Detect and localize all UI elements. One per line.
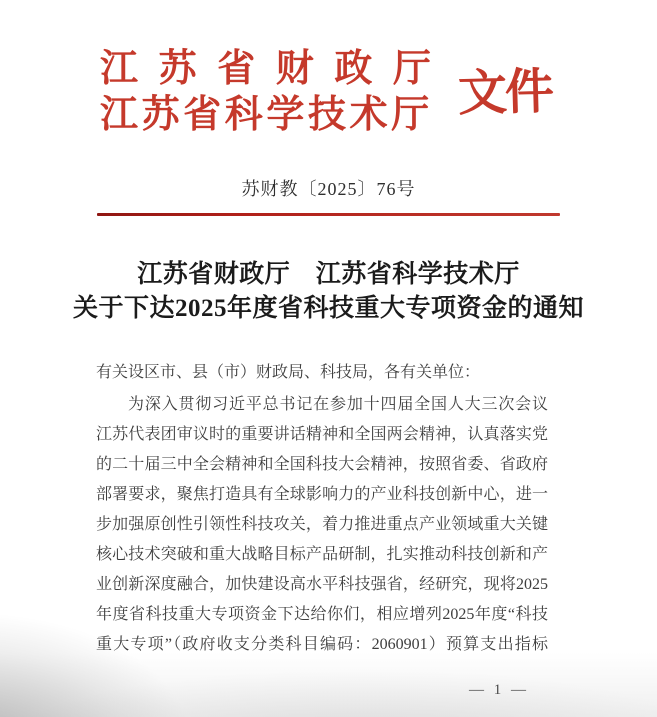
body-line: 年度省科技重大专项资金下达给你们，相应增列2025年度“科技 <box>96 606 548 623</box>
issuer-name-science-tech-dept: 江苏省科学技术厅 <box>100 94 433 136</box>
body-line: 核心技术突破和重大战略目标产品研制，扎实推动科技创新和产 <box>96 546 548 563</box>
body-line: 重大专项”（政府收支分类科目编码：2060901）预算支出指标 <box>96 636 548 653</box>
body-line: 的二十届三中全会精神和全国科技大会精神，按照省委、省政府 <box>96 456 548 473</box>
document-body <box>96 358 548 660</box>
issuer-names <box>100 46 452 138</box>
document-title-line1: 江苏省财政厅 江苏省科学技术厅 <box>137 261 520 288</box>
page-number: — 1 — <box>469 682 529 698</box>
document-title <box>0 258 657 326</box>
body-line: 江苏代表团审议时的重要讲话精神和全国两会精神，认真落实党 <box>96 426 548 443</box>
document-number: 苏财教〔2025〕76号 <box>241 179 416 199</box>
document-type-label: 文件 <box>457 63 553 121</box>
red-separator-line <box>97 213 560 216</box>
body-line: 部署要求，聚焦打造具有全球影响力的产业科技创新中心，进一 <box>96 486 548 503</box>
letterhead <box>100 46 552 138</box>
body-line: 步加强原创性引领性科技攻关，着力推进重点产业领域重大关键 <box>96 516 548 533</box>
recipients-line: 有关设区市、县（市）财政局、科技局，各有关单位： <box>96 364 481 381</box>
body-line: 为深入贯彻习近平总书记在参加十四届全国人大三次会议 <box>128 396 548 413</box>
body-line: 业创新深度融合，加快建设高水平科技强省，经研究，现将2025 <box>96 576 548 593</box>
issuer-name-finance-dept: 江苏省财政厅 <box>100 48 452 90</box>
document-title-line2: 关于下达2025年度省科技重大专项资金的通知 <box>72 295 584 322</box>
